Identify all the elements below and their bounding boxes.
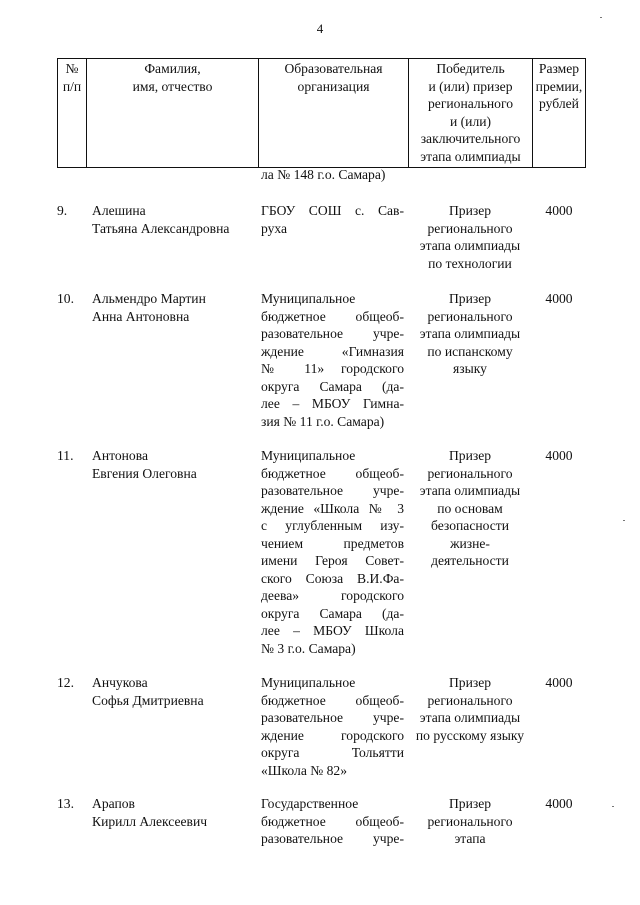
header-organization: Образовательная организация (259, 59, 409, 168)
row-award: Призер регионального этапа олимпиады по испанскому языку (419, 291, 521, 376)
row-award: Призер регионального этапа олимпиады по русскому языку (415, 675, 525, 743)
header-award: Победитель и (или) призер регионального и (или) заключительного этапа олимпиады (409, 59, 533, 168)
row-organization: Государственное бюджетное общеоб- разовательное учре- (261, 796, 404, 846)
scan-speck (623, 520, 625, 521)
row-number: 11. (57, 448, 74, 463)
row-prize: 4000 (545, 796, 573, 811)
row-name: Альмендро Мартин Анна Антоновна (92, 291, 206, 324)
table-header (57, 58, 586, 168)
row-name: Анчукова Софья Дмитриевна (92, 675, 204, 708)
row-organization: Муниципальное бюджетное общеоб- разовательное учре- ждение «Гимназия № 11» городского округа Самара (да- лее – МБОУ Гимна- зия № 11 г.о. Самара) (261, 291, 404, 429)
row-prize: 4000 (545, 448, 573, 463)
row-organization: Муниципальное бюджетное общеоб- разовательное учре- ждение городского округа Тольятти «Школа № 82» (261, 675, 404, 778)
header-number: № п/п (58, 59, 87, 168)
row-organization: ГБОУ СОШ с. Сав- руха (261, 203, 404, 236)
row-award: Призер регионального этапа олимпиады по основам безопасности жизне- деятельности (419, 448, 521, 568)
row-organization: Муниципальное бюджетное общеоб- разовательное учре- ждение «Школа № 3 с углубленным изу- чением предметов имени Героя Совет- ского Союза В.И.Фа- деева» городского округа Самара (да- лее – МБОУ Школа № 3 г.о. Самара) (261, 448, 404, 656)
row-number: 9. (57, 203, 68, 218)
row-name: Антонова Евгения Олеговна (92, 448, 197, 481)
row-name: Алешина Татьяна Александровна (92, 203, 230, 236)
row-prize: 4000 (545, 291, 573, 306)
row-award: Призер регионального этапа (427, 796, 513, 846)
scan-speck (612, 806, 614, 807)
header-name: Фамилия, имя, отчество (87, 59, 259, 168)
continuation-text: ла № 148 г.о. Самара) (261, 167, 386, 182)
row-number: 12. (57, 675, 74, 690)
row-prize: 4000 (545, 203, 573, 218)
row-name: Арапов Кирилл Алексеевич (92, 796, 208, 829)
row-number: 13. (57, 796, 74, 811)
page-number: 4 (316, 21, 324, 36)
row-prize: 4000 (545, 675, 573, 690)
row-number: 10. (57, 291, 74, 306)
scan-speck (600, 17, 602, 18)
header-prize: Размер премии, рублей (533, 59, 586, 168)
row-award: Призер регионального этапа олимпиады по технологии (419, 203, 521, 271)
